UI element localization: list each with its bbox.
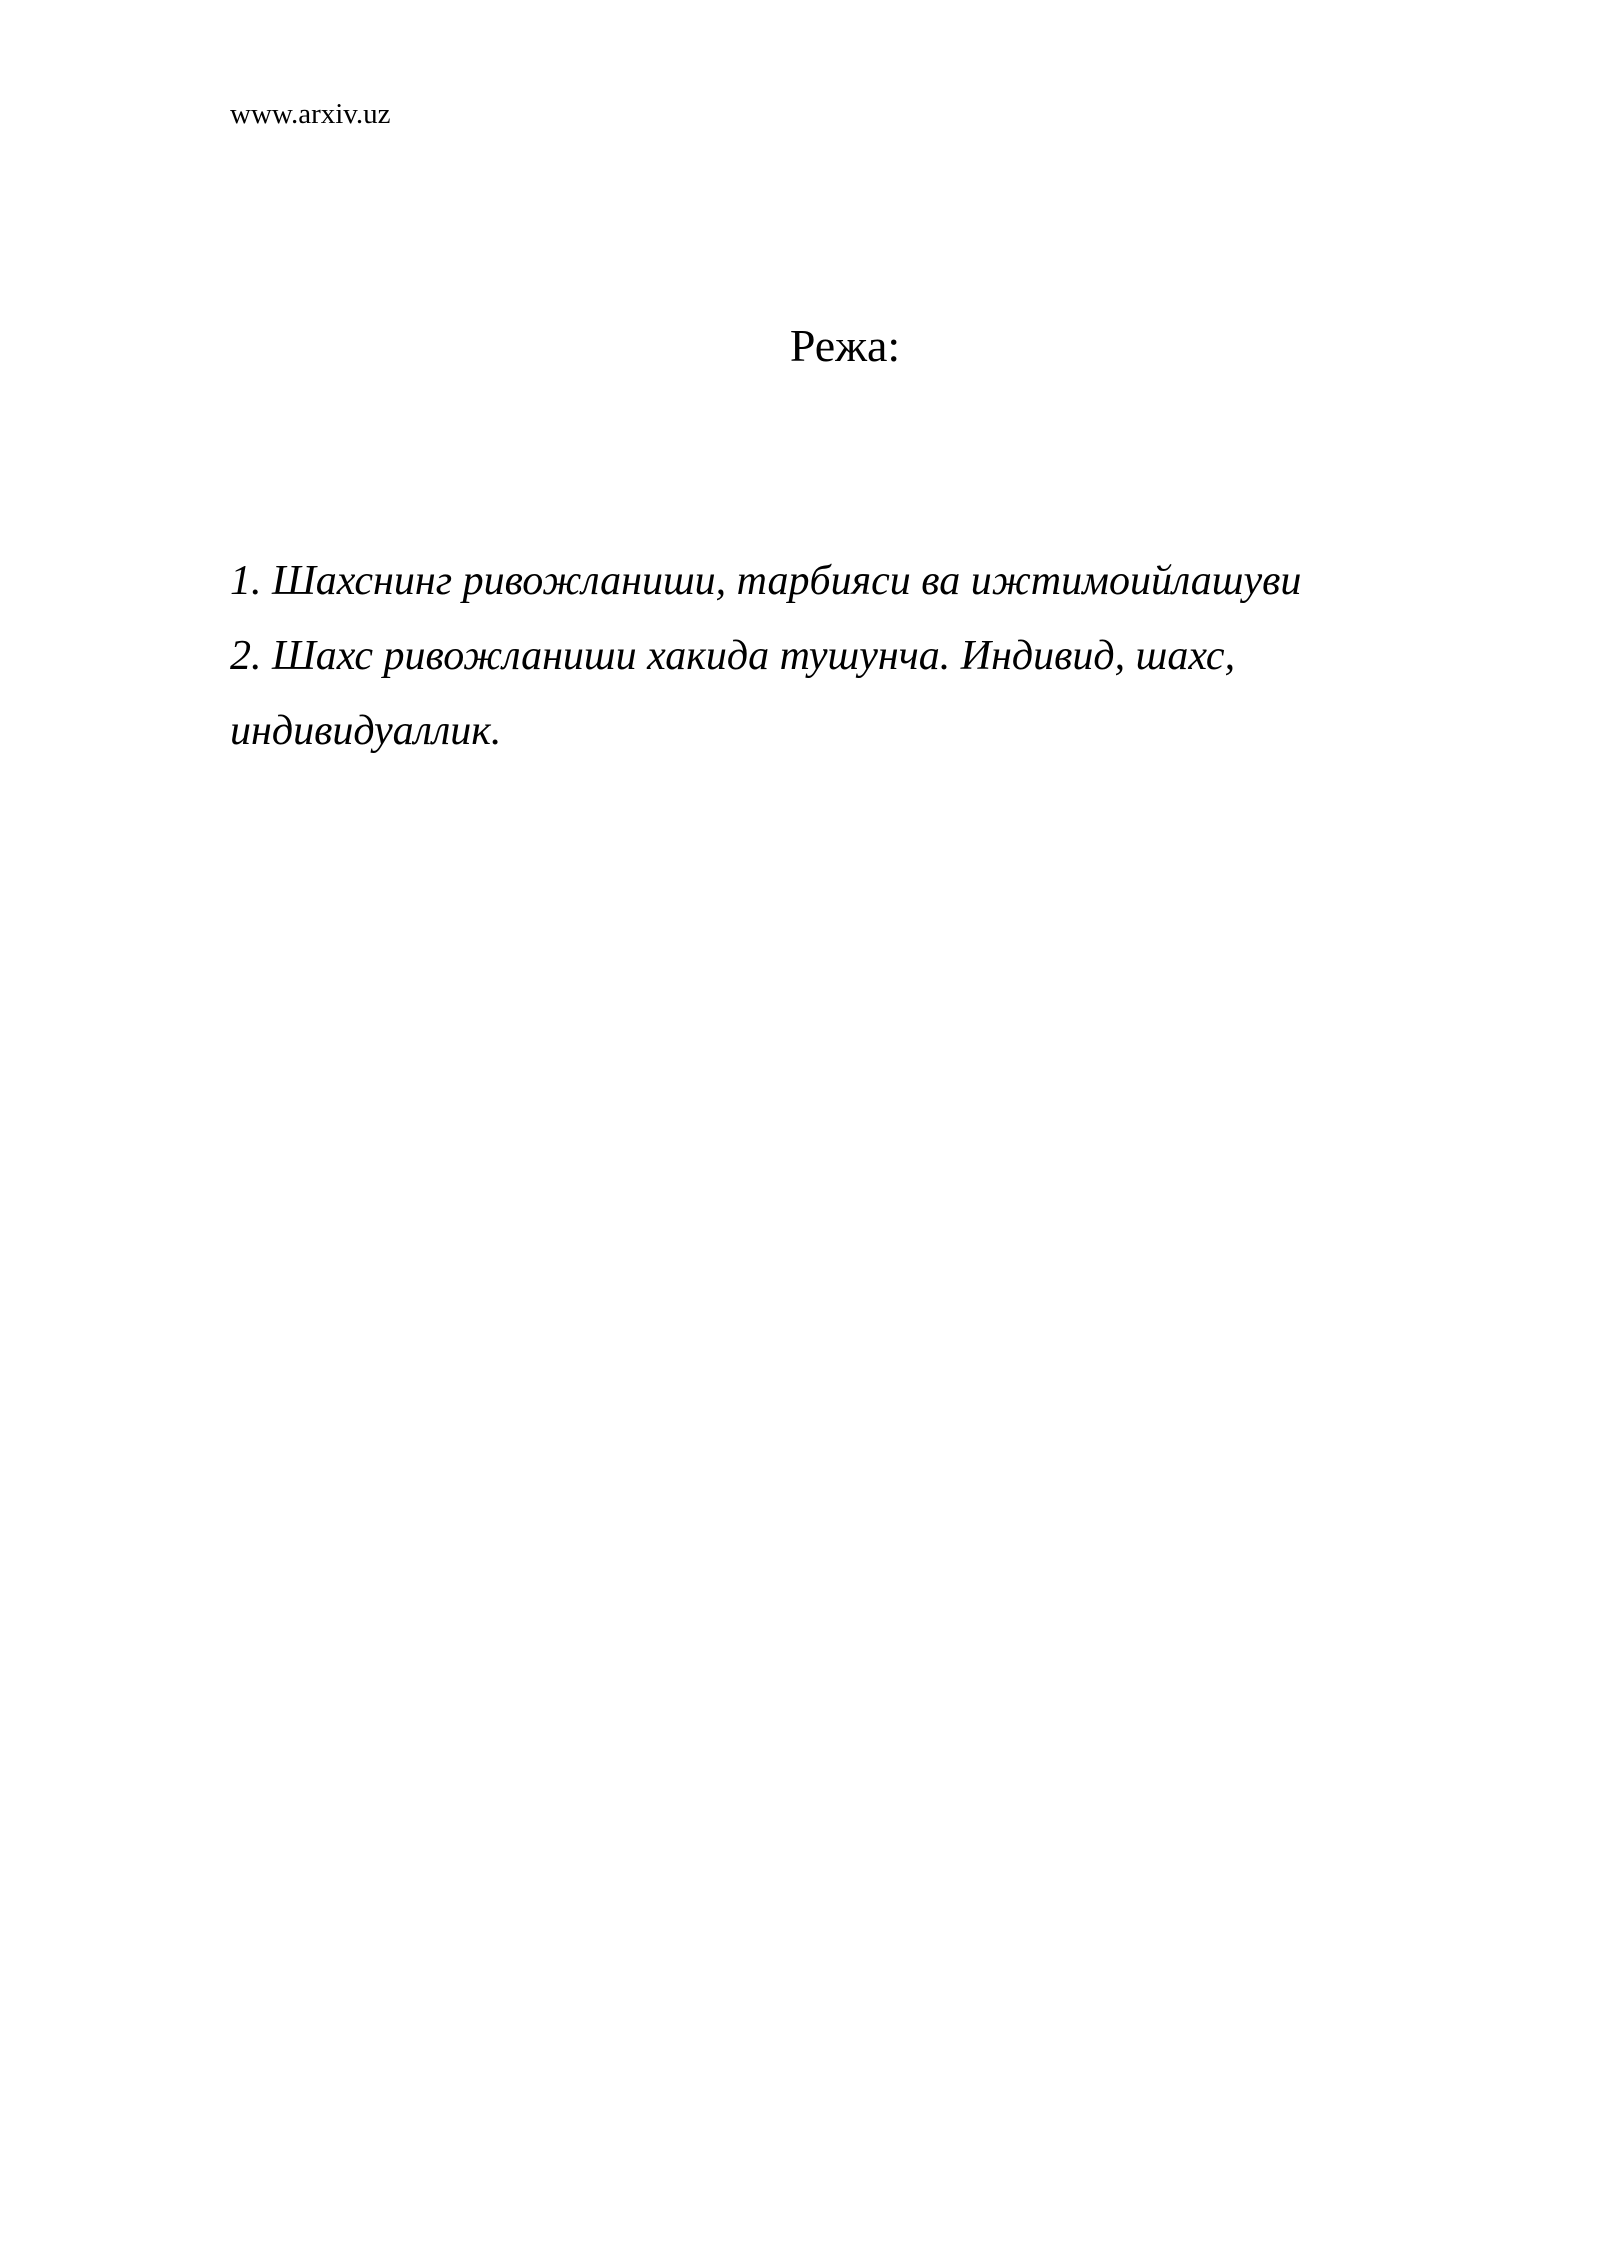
plan-list bbox=[230, 544, 1410, 769]
plan-item-2: 2. Шахс ривожланиши хакида тушунча. Индивид, шахс, индивидуаллик. bbox=[230, 633, 1236, 754]
page-title: Режа: bbox=[789, 320, 901, 371]
plan-item-1: 1. Шахснинг ривожланиши, тарбияси ва ижтимоийлашуви bbox=[230, 558, 1302, 604]
header-url: www.arxiv.uz bbox=[230, 98, 391, 130]
